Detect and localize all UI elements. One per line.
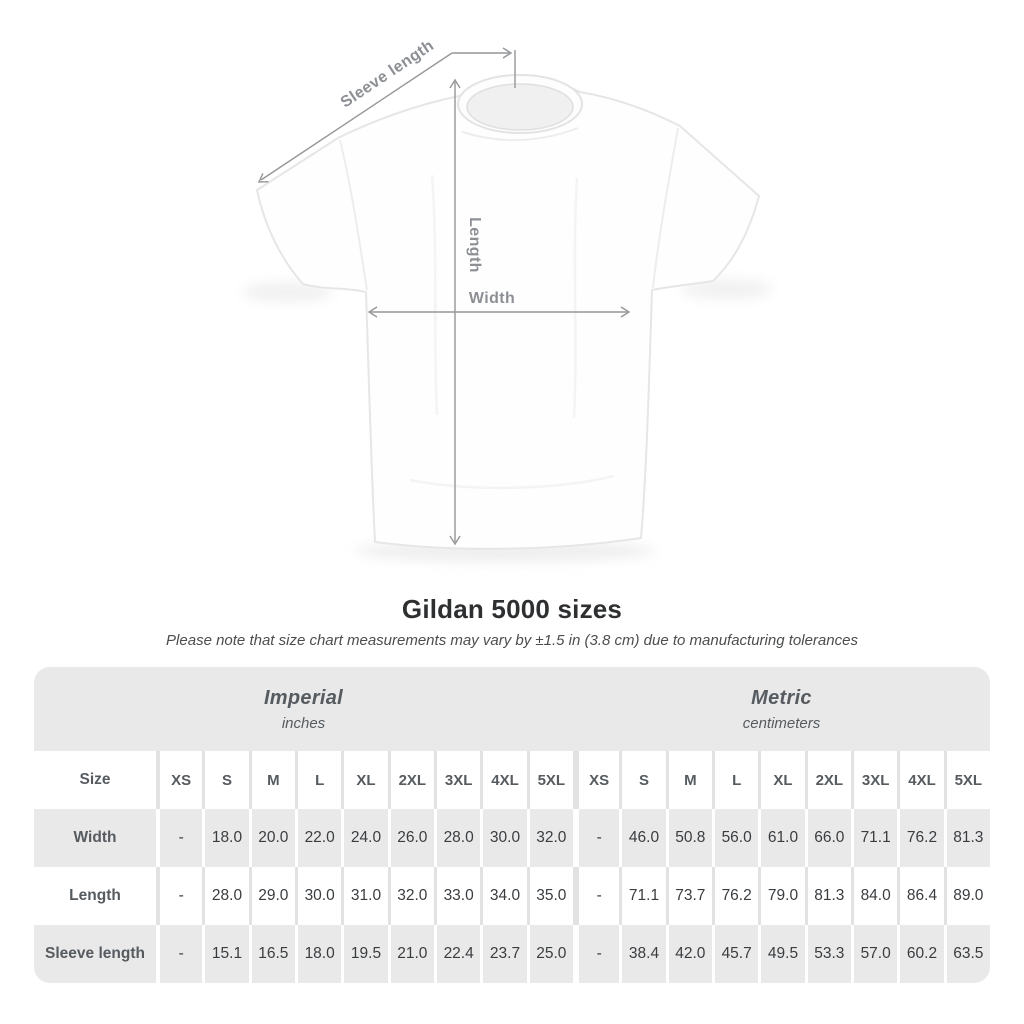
length-imperial-3xl: 33.0 (434, 867, 480, 925)
size-header-imperial-xl: XL (341, 751, 387, 809)
size-header-metric-2xl: 2XL (805, 751, 851, 809)
page-title: Gildan 5000 sizes (401, 594, 623, 624)
tolerance-note: Please note that size chart measurements may vary by ±1.5 in (3.8 cm) due to manufacturing tolerances (166, 632, 858, 649)
size-header-imperial-m: M (249, 751, 295, 809)
width-metric-m: 50.8 (666, 809, 712, 867)
length-imperial-s: 28.0 (202, 867, 248, 925)
length-imperial-l: 30.0 (295, 867, 341, 925)
size-header-imperial-3xl: 3XL (434, 751, 480, 809)
sleeve-length-metric-4xl: 60.2 (897, 925, 943, 983)
sleeve-length-imperial-xl: 19.5 (341, 925, 387, 983)
sleeve-length-imperial-5xl: 25.0 (527, 925, 573, 983)
measurement-row-length (34, 867, 990, 925)
size-table-rows (34, 809, 990, 983)
metric-label: Metric (751, 686, 812, 709)
size-header-imperial-xs: XS (156, 751, 202, 809)
width-imperial-m: 20.0 (249, 809, 295, 867)
width-imperial-xl: 24.0 (341, 809, 387, 867)
sleeve-length-imperial-3xl: 22.4 (434, 925, 480, 983)
length-metric-2xl: 81.3 (805, 867, 851, 925)
width-metric-5xl: 81.3 (944, 809, 990, 867)
metric-units-label: centimeters (742, 714, 821, 732)
sleeve-length-imperial-l: 18.0 (295, 925, 341, 983)
width-metric-l: 56.0 (712, 809, 758, 867)
width-imperial-2xl: 26.0 (388, 809, 434, 867)
width-imperial-3xl: 28.0 (434, 809, 480, 867)
metric-section-header (573, 667, 990, 751)
sleeve-length-metric-3xl: 57.0 (851, 925, 897, 983)
length-metric-5xl: 89.0 (944, 867, 990, 925)
sleeve-length-metric-xs: - (573, 925, 619, 983)
width-metric-s: 46.0 (619, 809, 665, 867)
length-metric-xs: - (573, 867, 619, 925)
size-header-row (34, 751, 990, 809)
title-block (0, 594, 1024, 649)
width-imperial-5xl: 32.0 (527, 809, 573, 867)
size-header-metric-4xl: 4XL (897, 751, 943, 809)
sleeve-length-metric-l: 45.7 (712, 925, 758, 983)
length-imperial-4xl: 34.0 (480, 867, 526, 925)
width-label: Width (468, 290, 516, 307)
sleeve-length-metric-5xl: 63.5 (944, 925, 990, 983)
tshirt-body (257, 82, 759, 549)
length-imperial-m: 29.0 (249, 867, 295, 925)
width-imperial-4xl: 30.0 (480, 809, 526, 867)
length-label: Length (466, 217, 483, 273)
length-metric-4xl: 86.4 (897, 867, 943, 925)
sleeve-length-metric-xl: 49.5 (758, 925, 804, 983)
measurement-row-sleeve-length (34, 925, 990, 983)
size-header-metric-xs: XS (573, 751, 619, 809)
length-metric-s: 71.1 (619, 867, 665, 925)
size-header-metric-5xl: 5XL (944, 751, 990, 809)
sleeve-length-imperial-2xl: 21.0 (388, 925, 434, 983)
imperial-label: Imperial (263, 686, 344, 709)
sleeve-length-metric-2xl: 53.3 (805, 925, 851, 983)
width-metric-3xl: 71.1 (851, 809, 897, 867)
width-metric-2xl: 66.0 (805, 809, 851, 867)
width-metric-xs: - (573, 809, 619, 867)
size-header-metric-m: M (666, 751, 712, 809)
size-table (34, 667, 990, 983)
imperial-section-header (34, 667, 573, 751)
row-label-length: Length (69, 887, 121, 904)
imperial-units-label: inches (281, 714, 326, 732)
width-imperial-l: 22.0 (295, 809, 341, 867)
neck-opening (467, 84, 573, 130)
sleeve-length-metric-m: 42.0 (666, 925, 712, 983)
size-header-metric-xl: XL (758, 751, 804, 809)
sleeve-length-label: Sleeve length (337, 37, 438, 112)
tshirt-graphic (242, 75, 772, 562)
width-metric-4xl: 76.2 (897, 809, 943, 867)
length-imperial-5xl: 35.0 (527, 867, 573, 925)
size-header-imperial-5xl: 5XL (527, 751, 573, 809)
length-metric-3xl: 84.0 (851, 867, 897, 925)
size-header-metric-3xl: 3XL (851, 751, 897, 809)
width-imperial-s: 18.0 (202, 809, 248, 867)
sleeve-length-metric-s: 38.4 (619, 925, 665, 983)
size-header-imperial-4xl: 4XL (480, 751, 526, 809)
width-imperial-xs: - (156, 809, 202, 867)
size-header-metric-l: L (712, 751, 758, 809)
size-header-imperial-l: L (295, 751, 341, 809)
length-metric-xl: 79.0 (758, 867, 804, 925)
sleeve-length-imperial-m: 16.5 (249, 925, 295, 983)
length-metric-m: 73.7 (666, 867, 712, 925)
size-row-label: Size (79, 771, 111, 788)
units-band (34, 667, 990, 751)
row-label-width: Width (73, 829, 117, 846)
sleeve-length-imperial-4xl: 23.7 (480, 925, 526, 983)
length-imperial-xl: 31.0 (341, 867, 387, 925)
width-metric-xl: 61.0 (758, 809, 804, 867)
sleeve-length-imperial-s: 15.1 (202, 925, 248, 983)
row-label-sleeve-length: Sleeve length (45, 945, 145, 962)
measurement-row-width (34, 809, 990, 867)
length-imperial-xs: - (156, 867, 202, 925)
size-header-metric-s: S (619, 751, 665, 809)
sleeve-length-imperial-xs: - (156, 925, 202, 983)
size-header-imperial-s: S (202, 751, 248, 809)
length-metric-l: 76.2 (712, 867, 758, 925)
length-imperial-2xl: 32.0 (388, 867, 434, 925)
size-header-imperial-2xl: 2XL (388, 751, 434, 809)
